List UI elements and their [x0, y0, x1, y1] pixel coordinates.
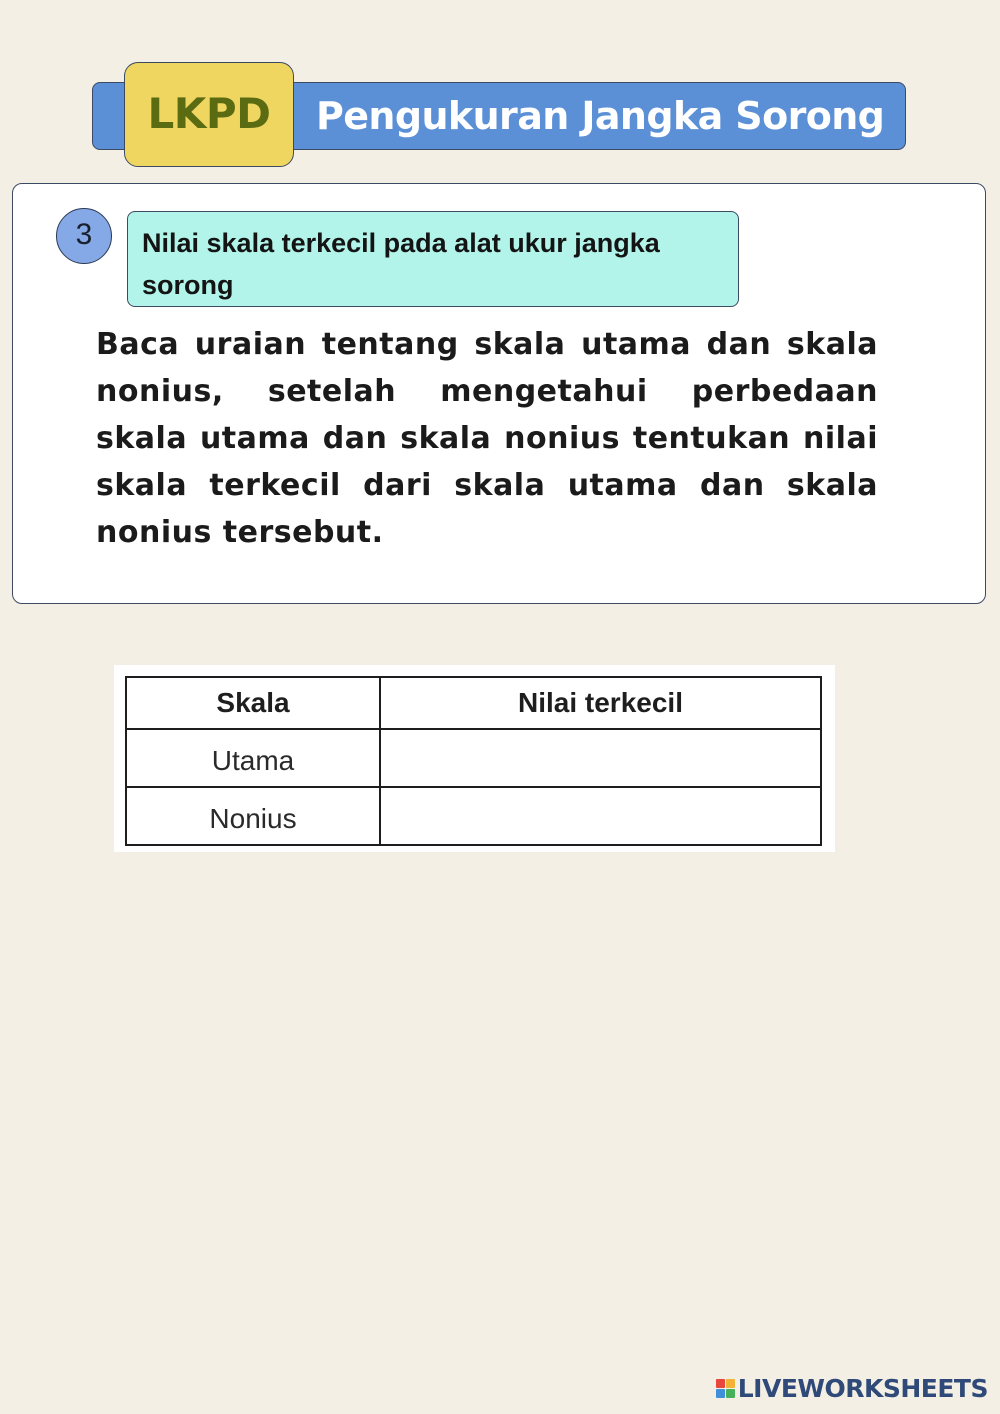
answer-table-container: [114, 665, 835, 852]
question-number: 3: [56, 208, 112, 264]
column-header-nilai-terkecil: Nilai terkecil: [380, 677, 821, 729]
question-subtitle: Nilai skala terkecil pada alat ukur jangka sorong: [127, 211, 739, 307]
answer-field-nonius[interactable]: [380, 787, 821, 845]
question-instruction: Baca uraian tentang skala utama dan skala nonius, setelah mengetahui perbedaan skala utama dan skala nonius tentukan nilai skala terkecil dari skala utama dan skala nonius tersebut.: [96, 327, 878, 550]
column-header-skala: Skala: [126, 677, 380, 729]
answer-field-utama[interactable]: [380, 729, 821, 787]
liveworksheets-logo-icon: [716, 1379, 735, 1398]
lkpd-badge: LKPD: [124, 62, 294, 167]
liveworksheets-logo[interactable]: [716, 1372, 988, 1404]
table-row: [126, 729, 821, 787]
table-row: [126, 787, 821, 845]
answer-table: [125, 676, 822, 846]
table-header-row: [126, 677, 821, 729]
row-label-nonius: Nonius: [126, 787, 380, 845]
liveworksheets-brand: LIVEWORKSHEETS: [737, 1373, 988, 1403]
row-label-utama: Utama: [126, 729, 380, 787]
page-title: Pengukuran Jangka Sorong: [316, 94, 885, 138]
